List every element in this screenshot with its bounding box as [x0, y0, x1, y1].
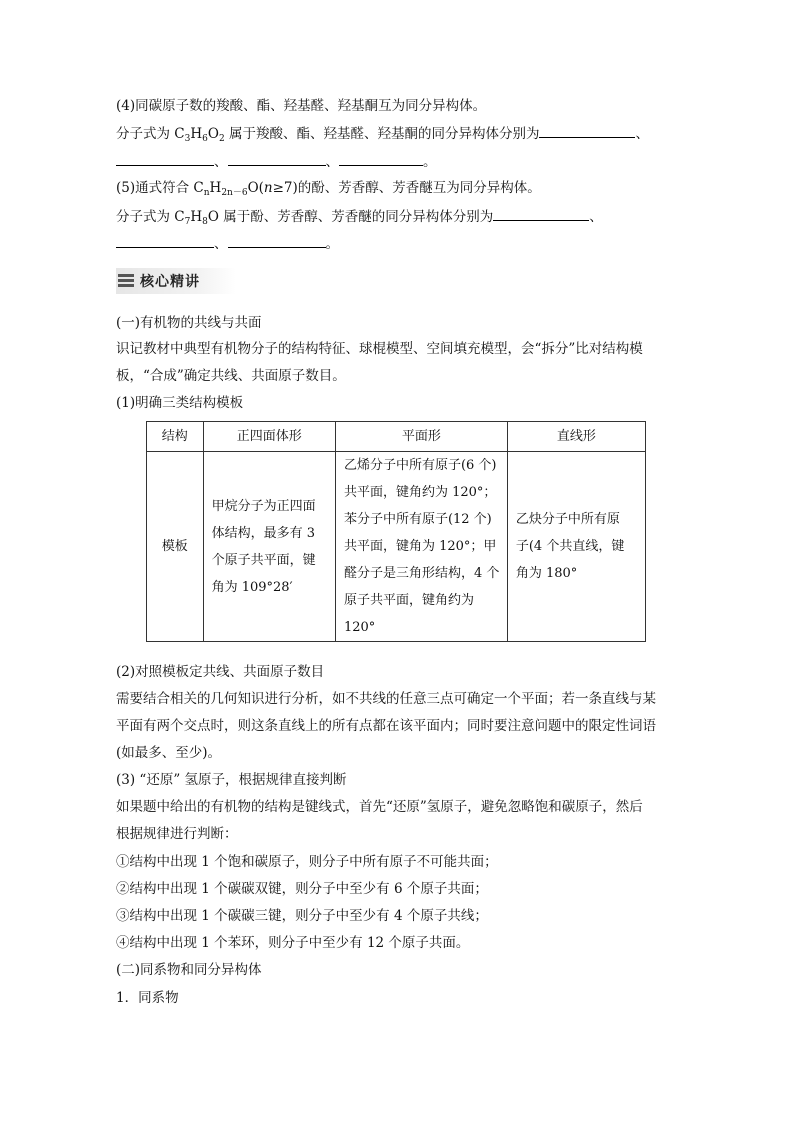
rule-item: ②结构中出现 1 个碳碳双键，则分子中至少有 6 个原子共面；	[116, 881, 488, 897]
planar-cell: 乙烯分子中所有原子(6 个) 共平面，键角约为 120°； 苯分子中所有原子(12 个) 共平面，键角为 120°；甲 醛分子是三角形结构，4 个 原子共平面，键角约为 120°	[335, 452, 507, 642]
section5-answer-line: 、 。	[116, 233, 339, 254]
paragraph-line: 平面有两个交点时，则这条直线上的所有点都在该平面内；同时要注意问题中的限定性词语	[116, 718, 656, 734]
part1-intro-line1: 识记教材中典型有机物分子的结构特征、球棍模型、空间填充模型，会“拆分”比对结构模	[116, 341, 643, 357]
table-header-cell: 直线形	[507, 422, 645, 452]
answer-blank[interactable]	[116, 151, 214, 166]
row-label: 模板	[147, 452, 204, 642]
section4-answer-line: 、 、 。	[116, 151, 437, 172]
section5-statement: (5)通式符合 $C_nH_{2n-6}O(n\ge 7)$的酚、芳香醇、芳香醚互为同分异构体。	[116, 180, 541, 198]
rule-item: ①结构中出现 1 个饱和碳原子，则分子中所有原子不可能共面；	[116, 854, 498, 870]
table-header-cell: 结构	[147, 422, 204, 452]
tetrahedral-cell: 甲烷分子为正四面 体结构，最多有 3 个原子共平面，键 角为 109°28′	[203, 452, 335, 642]
heading-title: 核心精讲	[140, 274, 200, 290]
subsection-2-title: (2)对照模板定共线、共面原子数目	[116, 664, 325, 680]
part1-title: (一)有机物的共线与共面	[116, 315, 262, 331]
answer-blank[interactable]	[539, 123, 635, 138]
table-header-cell: 平面形	[335, 422, 507, 452]
paragraph-line: 需要结合相关的几何知识进行分析，如不共线的任意三点可确定一个平面；若一条直线与某	[116, 691, 656, 707]
section4-statement: (4)同碳原子数的羧酸、酯、羟基醛、羟基酮互为同分异构体。	[116, 98, 487, 114]
list-icon	[118, 274, 134, 288]
structure-template-table	[146, 421, 646, 642]
table-header-row	[147, 422, 646, 452]
part1-intro-line2: 板，“合成”确定共线、共面原子数目。	[116, 368, 346, 384]
table-row	[147, 452, 646, 642]
answer-blank[interactable]	[116, 233, 214, 248]
subsection-1-title: (1)明确三类结构模板	[116, 395, 244, 411]
core-section-heading	[116, 268, 236, 294]
section4-question: 分子式为 $C_3H_6O_2$ 属于羧酸、酯、羟基醛、羟基酮的同分异构体分别为 、	[116, 123, 649, 144]
paragraph-line: 如果题中给出的有机物的结构是键线式，首先“还原”氢原子，避免忽略饱和碳原子，然后	[116, 799, 643, 815]
rule-item: ④结构中出现 1 个苯环，则分子中至少有 12 个原子共面。	[116, 935, 470, 951]
paragraph-line: (如最多、至少)。	[116, 745, 222, 761]
answer-blank[interactable]	[339, 151, 423, 166]
paragraph-line: 根据规律进行判断：	[116, 826, 238, 842]
table-header-cell: 正四面体形	[203, 422, 335, 452]
linear-cell: 乙炔分子中所有原 子(4 个共直线，键 角为 180°	[507, 452, 645, 642]
item-1-title: 1．同系物	[116, 990, 179, 1006]
section5-question: 分子式为 $C_7H_8O$ 属于酚、芳香醇、芳香醚的同分异构体分别为 、	[116, 206, 603, 227]
answer-blank[interactable]	[493, 206, 589, 221]
answer-blank[interactable]	[228, 233, 326, 248]
part2-title: (二)同系物和同分异构体	[116, 962, 262, 978]
answer-blank[interactable]	[228, 151, 326, 166]
rule-item: ③结构中出现 1 个碳碳三键，则分子中至少有 4 个原子共线；	[116, 908, 488, 924]
subsection-3-title: (3) “还原” 氢原子，根据规律直接判断	[116, 772, 347, 788]
